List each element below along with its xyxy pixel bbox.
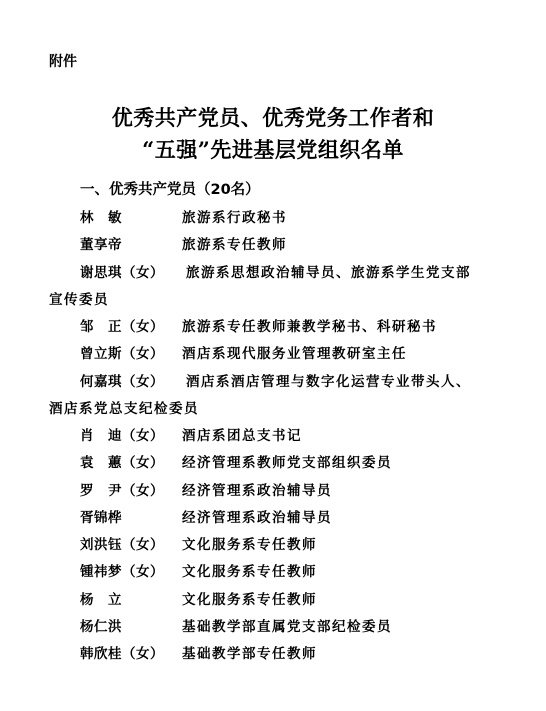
member-name: 林 敏 [80, 210, 122, 226]
document-title-line-2: “五强”先进基层党组织名单 [142, 137, 404, 162]
member-name: 董享帝 [80, 237, 122, 253]
member-role: 基础教学部直属党支部纪检委员 [182, 619, 392, 635]
member-entry [0, 207, 546, 229]
member-entry [0, 480, 546, 502]
member-entry [0, 316, 546, 338]
member-role: 经济管理系政治辅导员 [182, 510, 332, 526]
member-role-continuation: 宣传委员 [49, 292, 109, 308]
member-name: 杨 立 [80, 592, 122, 608]
member-entry-continuation [0, 289, 546, 311]
member-role: 文化服务系专任教师 [182, 564, 317, 580]
member-role: 旅游系专任教师兼教学秘书、科研秘书 [182, 319, 437, 335]
member-name: 曾立斯（女） [80, 346, 164, 362]
member-entry [0, 343, 546, 365]
member-role: 文化服务系专任教师 [182, 537, 317, 553]
member-name: 韩欣桂（女） [80, 646, 164, 662]
member-name: 罗 尹（女） [80, 483, 164, 499]
member-role: 旅游系行政秘书 [182, 210, 287, 226]
member-role: 经济管理系政治辅导员 [182, 483, 332, 499]
member-entry [0, 561, 546, 583]
member-name: 邹 正（女） [80, 319, 164, 335]
member-entry [0, 534, 546, 556]
member-entry [0, 452, 546, 474]
member-role: 基础教学部专任教师 [182, 646, 317, 662]
member-role: 酒店系团总支书记 [182, 428, 302, 444]
document-title-line-1: 优秀共产党员、优秀党务工作者和 [111, 105, 435, 130]
member-entry [0, 234, 546, 256]
member-entry [0, 616, 546, 638]
member-role: 旅游系专任教师 [182, 237, 287, 253]
member-name: 袁 蕙（女） [80, 455, 164, 471]
member-role: 旅游系思想政治辅导员、旅游系学生党支部 [186, 265, 471, 281]
section-heading-outstanding-members: 一、优秀共产党员（20名） [80, 182, 260, 198]
member-entry-continuation [0, 398, 546, 420]
member-role-continuation: 酒店系党总支纪检委员 [49, 401, 199, 417]
member-entry [0, 371, 546, 393]
member-name: 谢思琪（女） [80, 265, 164, 281]
member-role: 酒店系酒店管理与数字化运营专业带头人、 [186, 374, 471, 390]
member-entry [0, 507, 546, 529]
attachment-label: 附件 [49, 54, 77, 70]
member-name: 刘洪钰（女） [80, 537, 164, 553]
member-role: 经济管理系教师党支部组织委员 [182, 455, 392, 471]
member-name: 杨仁洪 [80, 619, 122, 635]
member-name: 何嘉琪（女） [80, 374, 164, 390]
member-entry [0, 643, 546, 665]
member-name: 肖 迪（女） [80, 428, 164, 444]
member-role: 文化服务系专任教师 [182, 592, 317, 608]
member-entry [0, 425, 546, 447]
member-name: 胥锦桦 [80, 510, 122, 526]
member-role: 酒店系现代服务业管理教研室主任 [182, 346, 407, 362]
member-name: 锺祎梦（女） [80, 564, 164, 580]
member-entry [0, 262, 546, 284]
member-entry [0, 589, 546, 611]
